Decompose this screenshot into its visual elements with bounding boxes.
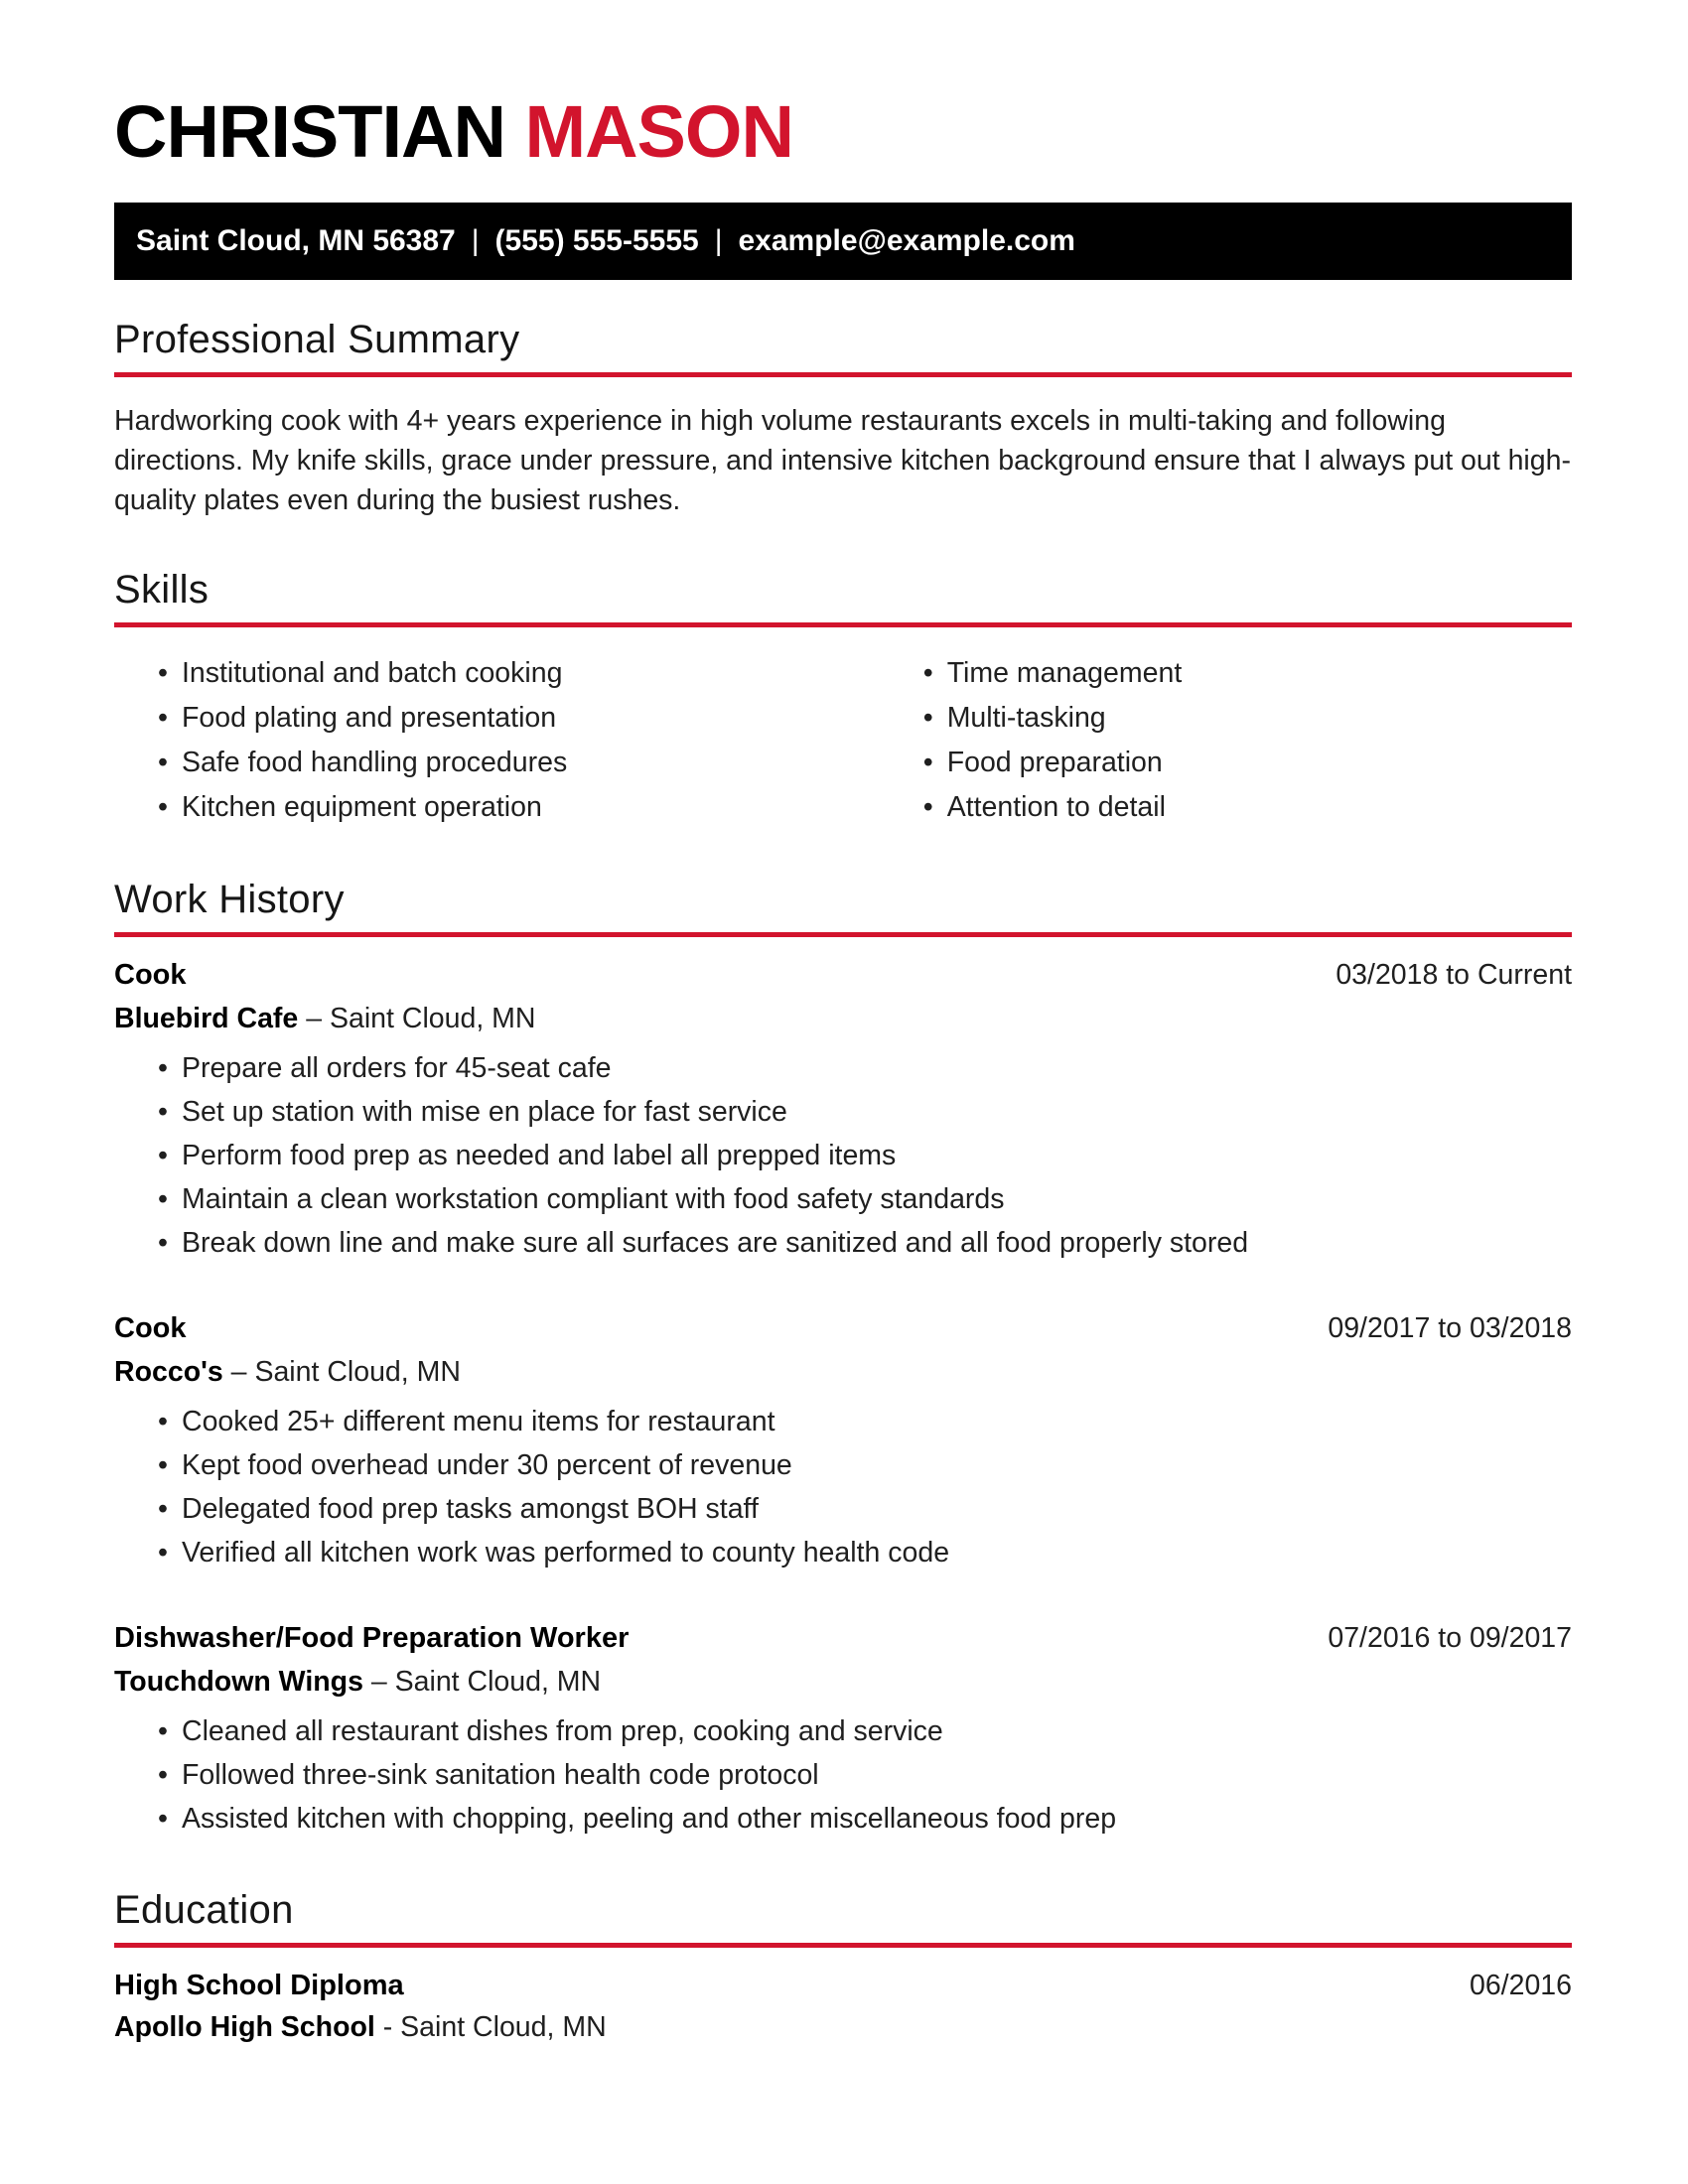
- job-employer-line: [114, 1001, 1572, 1036]
- section-divider: [114, 622, 1572, 627]
- job-entry: [114, 959, 1572, 1265]
- section-title: Work History: [114, 878, 345, 921]
- section-work-history: [114, 878, 1572, 1841]
- section-divider: [114, 932, 1572, 937]
- duty-item: • Assisted kitchen with chopping, peeling and other miscellaneous food prep: [114, 1797, 1572, 1841]
- education-date: 06/2016: [1469, 1970, 1572, 2001]
- duty-item: • Break down line and make sure all surfaces are sanitized and all food properly stored: [114, 1221, 1572, 1265]
- skill-item: • Food preparation: [880, 741, 1572, 785]
- duty-item: • Cleaned all restaurant dishes from prep, cooking and service: [114, 1709, 1572, 1753]
- skill-item: • Food plating and presentation: [114, 696, 880, 741]
- education-title-row: [114, 1970, 1572, 2002]
- job-dates: 09/2017 to 03/2018: [1328, 1312, 1572, 1344]
- duty-item: • Verified all kitchen work was performed to county health code: [114, 1531, 1572, 1574]
- contact-separator: |: [714, 224, 723, 257]
- contact-phone: (555) 555-5555: [494, 224, 699, 257]
- skill-item: • Kitchen equipment operation: [114, 785, 880, 830]
- employer-name: Touchdown Wings: [114, 1666, 363, 1698]
- section-divider: [114, 372, 1572, 377]
- job-dates: 03/2018 to Current: [1336, 959, 1572, 991]
- section-title: Skills: [114, 568, 210, 612]
- skill-item: • Time management: [880, 651, 1572, 696]
- job-duties-list: [114, 1046, 1572, 1265]
- employer-separator: –: [306, 1003, 323, 1034]
- job-duties-list: [114, 1400, 1572, 1574]
- duty-item: • Set up station with mise en place for fast service: [114, 1090, 1572, 1134]
- duty-item: • Cooked 25+ different menu items for restaurant: [114, 1400, 1572, 1443]
- school-location: Saint Cloud, MN: [400, 2011, 607, 2043]
- section-title: Professional Summary: [114, 318, 520, 361]
- job-employer-line: [114, 1354, 1572, 1390]
- education-entry: [114, 1970, 1572, 2045]
- skills-column-right: [880, 651, 1572, 830]
- job-title: Cook: [114, 1312, 187, 1344]
- skill-item: • Institutional and batch cooking: [114, 651, 880, 696]
- job-entry: [114, 1622, 1572, 1841]
- employer-location: Saint Cloud, MN: [254, 1356, 461, 1388]
- employer-separator: –: [230, 1356, 247, 1388]
- job-duties-list: [114, 1709, 1572, 1841]
- section-education: [114, 1888, 1572, 2045]
- section-title: Education: [114, 1888, 294, 1932]
- employer-location: Saint Cloud, MN: [329, 1003, 536, 1034]
- job-title-row: [114, 1622, 1572, 1655]
- candidate-name: [114, 90, 1572, 173]
- employer-name: Rocco's: [114, 1356, 223, 1388]
- job-employer-line: [114, 1664, 1572, 1700]
- contact-email: example@example.com: [738, 224, 1075, 257]
- section-professional-summary: [114, 318, 1572, 520]
- section-divider: [114, 1943, 1572, 1948]
- skill-item: • Attention to detail: [880, 785, 1572, 830]
- contact-bar: [114, 203, 1572, 280]
- section-skills: [114, 568, 1572, 830]
- duty-item: • Perform food prep as needed and label all prepped items: [114, 1134, 1572, 1177]
- school-name: Apollo High School: [114, 2011, 375, 2043]
- degree-name: High School Diploma: [114, 1970, 404, 2001]
- job-entry: [114, 1312, 1572, 1574]
- employer-location: Saint Cloud, MN: [394, 1666, 602, 1698]
- summary-text: Hardworking cook with 4+ years experience in high volume restaurants excels in multi-taking and following directions. My knife skills, grace under pressure, and intensive kitchen background ensure that I always put out high-quality plates even during the busiest rushes.: [114, 405, 1571, 516]
- contact-separator: |: [471, 224, 480, 257]
- job-title-row: [114, 1312, 1572, 1345]
- employer-separator: –: [370, 1666, 387, 1698]
- skill-item: • Safe food handling procedures: [114, 741, 880, 785]
- duty-item: • Maintain a clean workstation compliant with food safety standards: [114, 1177, 1572, 1221]
- skills-column-left: [114, 651, 880, 830]
- school-separator: -: [382, 2011, 393, 2043]
- job-title: Cook: [114, 959, 187, 991]
- skill-item: • Multi-tasking: [880, 696, 1572, 741]
- employer-name: Bluebird Cafe: [114, 1003, 299, 1034]
- skills-grid: [114, 651, 1572, 830]
- duty-item: • Kept food overhead under 30 percent of revenue: [114, 1443, 1572, 1487]
- duty-item: • Followed three-sink sanitation health code protocol: [114, 1753, 1572, 1797]
- last-name: MASON: [524, 90, 793, 173]
- school-line: [114, 2009, 1572, 2045]
- contact-location: Saint Cloud, MN 56387: [136, 224, 456, 257]
- job-title-row: [114, 959, 1572, 992]
- job-dates: 07/2016 to 09/2017: [1328, 1622, 1572, 1654]
- duty-item: • Delegated food prep tasks amongst BOH staff: [114, 1487, 1572, 1531]
- first-name: CHRISTIAN: [114, 90, 505, 173]
- duty-item: • Prepare all orders for 45-seat cafe: [114, 1046, 1572, 1090]
- job-title: Dishwasher/Food Preparation Worker: [114, 1622, 630, 1654]
